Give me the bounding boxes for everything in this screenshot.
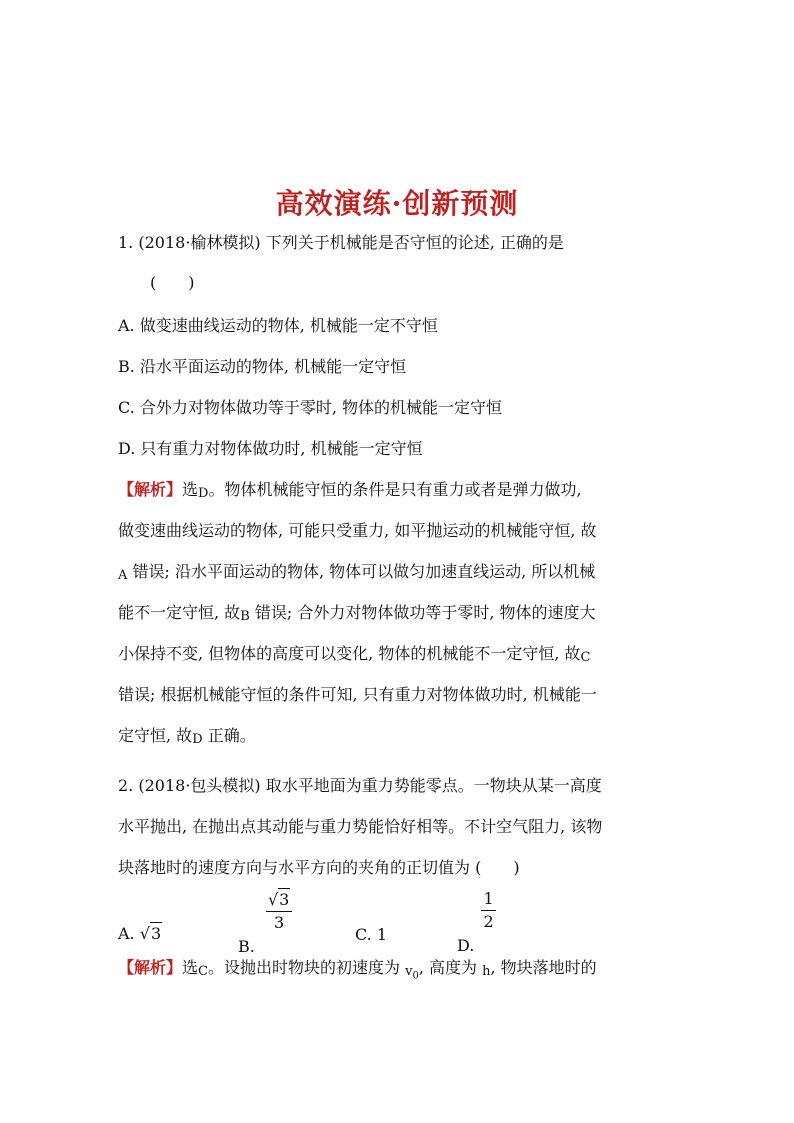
q1-option-d: D. 只有重力对物体做功时, 机械能一定守恒: [118, 439, 423, 458]
q2-option-d: [457, 888, 494, 958]
radicand: 3: [150, 924, 162, 943]
numerator: 1: [481, 888, 495, 911]
option-label: D.: [457, 936, 475, 955]
q2-option-c: C. 1: [355, 925, 388, 944]
initial-velocity-symbol: $v_0$: [405, 964, 419, 982]
q2-analysis-line-1: [118, 957, 597, 986]
page-title: 高效演练·创新预测: [275, 187, 519, 220]
fraction: [266, 888, 292, 934]
analysis-text: 小保持不变, 但物体的高度可以变化, 物体的机械能不一定守恒, 故: [118, 644, 581, 663]
answer-letter: D: [198, 486, 209, 501]
option-ref-a: A: [118, 568, 128, 583]
analysis-text: 错误; 沿水平面运动的物体, 物体可以做匀加速直线运动, 所以机械: [127, 562, 596, 581]
q2-option-b: [238, 888, 290, 958]
q1-analysis-line-2: 做变速曲线运动的物体, 可能只受重力, 如平抛运动的机械能守恒, 故: [118, 521, 597, 540]
q1-option-a: A. 做变速曲线运动的物体, 机械能一定不守恒: [118, 316, 438, 335]
q1-stem: 1. (2018·榆林模拟) 下列关于机械能是否守恒的论述, 正确的是: [118, 233, 564, 252]
analysis-text: 正确。: [202, 726, 256, 745]
analysis-text: 定守恒, 故: [118, 726, 193, 745]
height-symbol: h: [482, 964, 491, 979]
velocity-subscript: 0: [412, 970, 419, 982]
numerator: [266, 888, 292, 912]
sqrt-expression: [268, 888, 290, 911]
q1-option-c: C. 合外力对物体做功等于零时, 物体的机械能一定守恒: [118, 398, 503, 417]
q1-option-b: B. 沿水平面运动的物体, 机械能一定守恒: [118, 357, 407, 376]
q2-stem-line-3: 块落地时的速度方向与水平方向的夹角的正切值为 ( ): [118, 858, 520, 877]
analysis-tag: 【解析】: [118, 958, 183, 977]
sqrt-expression: [140, 922, 162, 945]
analysis-tag: 【解析】: [118, 480, 183, 499]
select-word: 选: [182, 480, 199, 499]
q2-option-a: [118, 922, 162, 945]
radicand: 3: [279, 890, 290, 909]
radical-sign-icon: √: [267, 890, 279, 909]
q2-stem-line-2: 水平抛出, 在抛出点其动能与重力势能恰好相等。不计空气阻力, 该物: [118, 817, 603, 836]
answer-letter: C: [198, 964, 208, 979]
denominator: 2: [483, 912, 494, 931]
option-ref-b: B: [240, 609, 250, 624]
option-label: B.: [238, 936, 255, 956]
option-ref-d: D: [192, 732, 203, 747]
q1-analysis-line-3: [118, 561, 595, 585]
q2-stem-line-1: 2. (2018·包头模拟) 取水平地面为重力势能零点。一物块从某一高度: [118, 776, 602, 795]
q1-analysis-line-1: [118, 479, 582, 503]
q1-answer-blank: ( ): [150, 273, 195, 292]
select-word: 选: [182, 958, 199, 977]
fraction: [481, 888, 495, 933]
q1-analysis-line-6: 错误; 根据机械能守恒的条件可知, 只有重力对物体做功时, 机械能一: [118, 685, 597, 704]
analysis-text: 。物体机械能守恒的条件是只有重力或者是弹力做功,: [208, 480, 582, 499]
radical-sign-icon: √: [139, 924, 150, 943]
q1-analysis-line-5: [118, 643, 590, 667]
analysis-text: , 高度为: [418, 958, 478, 977]
q1-analysis-line-7: [118, 725, 256, 749]
analysis-text: 。设抛出时物块的初速度为: [207, 958, 400, 977]
analysis-text: , 物块落地时的: [490, 958, 597, 977]
q1-analysis-line-4: [118, 602, 596, 626]
option-ref-c: C: [580, 650, 591, 665]
analysis-text: 错误; 合外力对物体做功等于零时, 物体的速度大: [249, 603, 596, 622]
denominator: 3: [274, 913, 285, 932]
option-label: A.: [118, 924, 135, 943]
analysis-text: 能不一定守恒, 故: [118, 603, 241, 622]
